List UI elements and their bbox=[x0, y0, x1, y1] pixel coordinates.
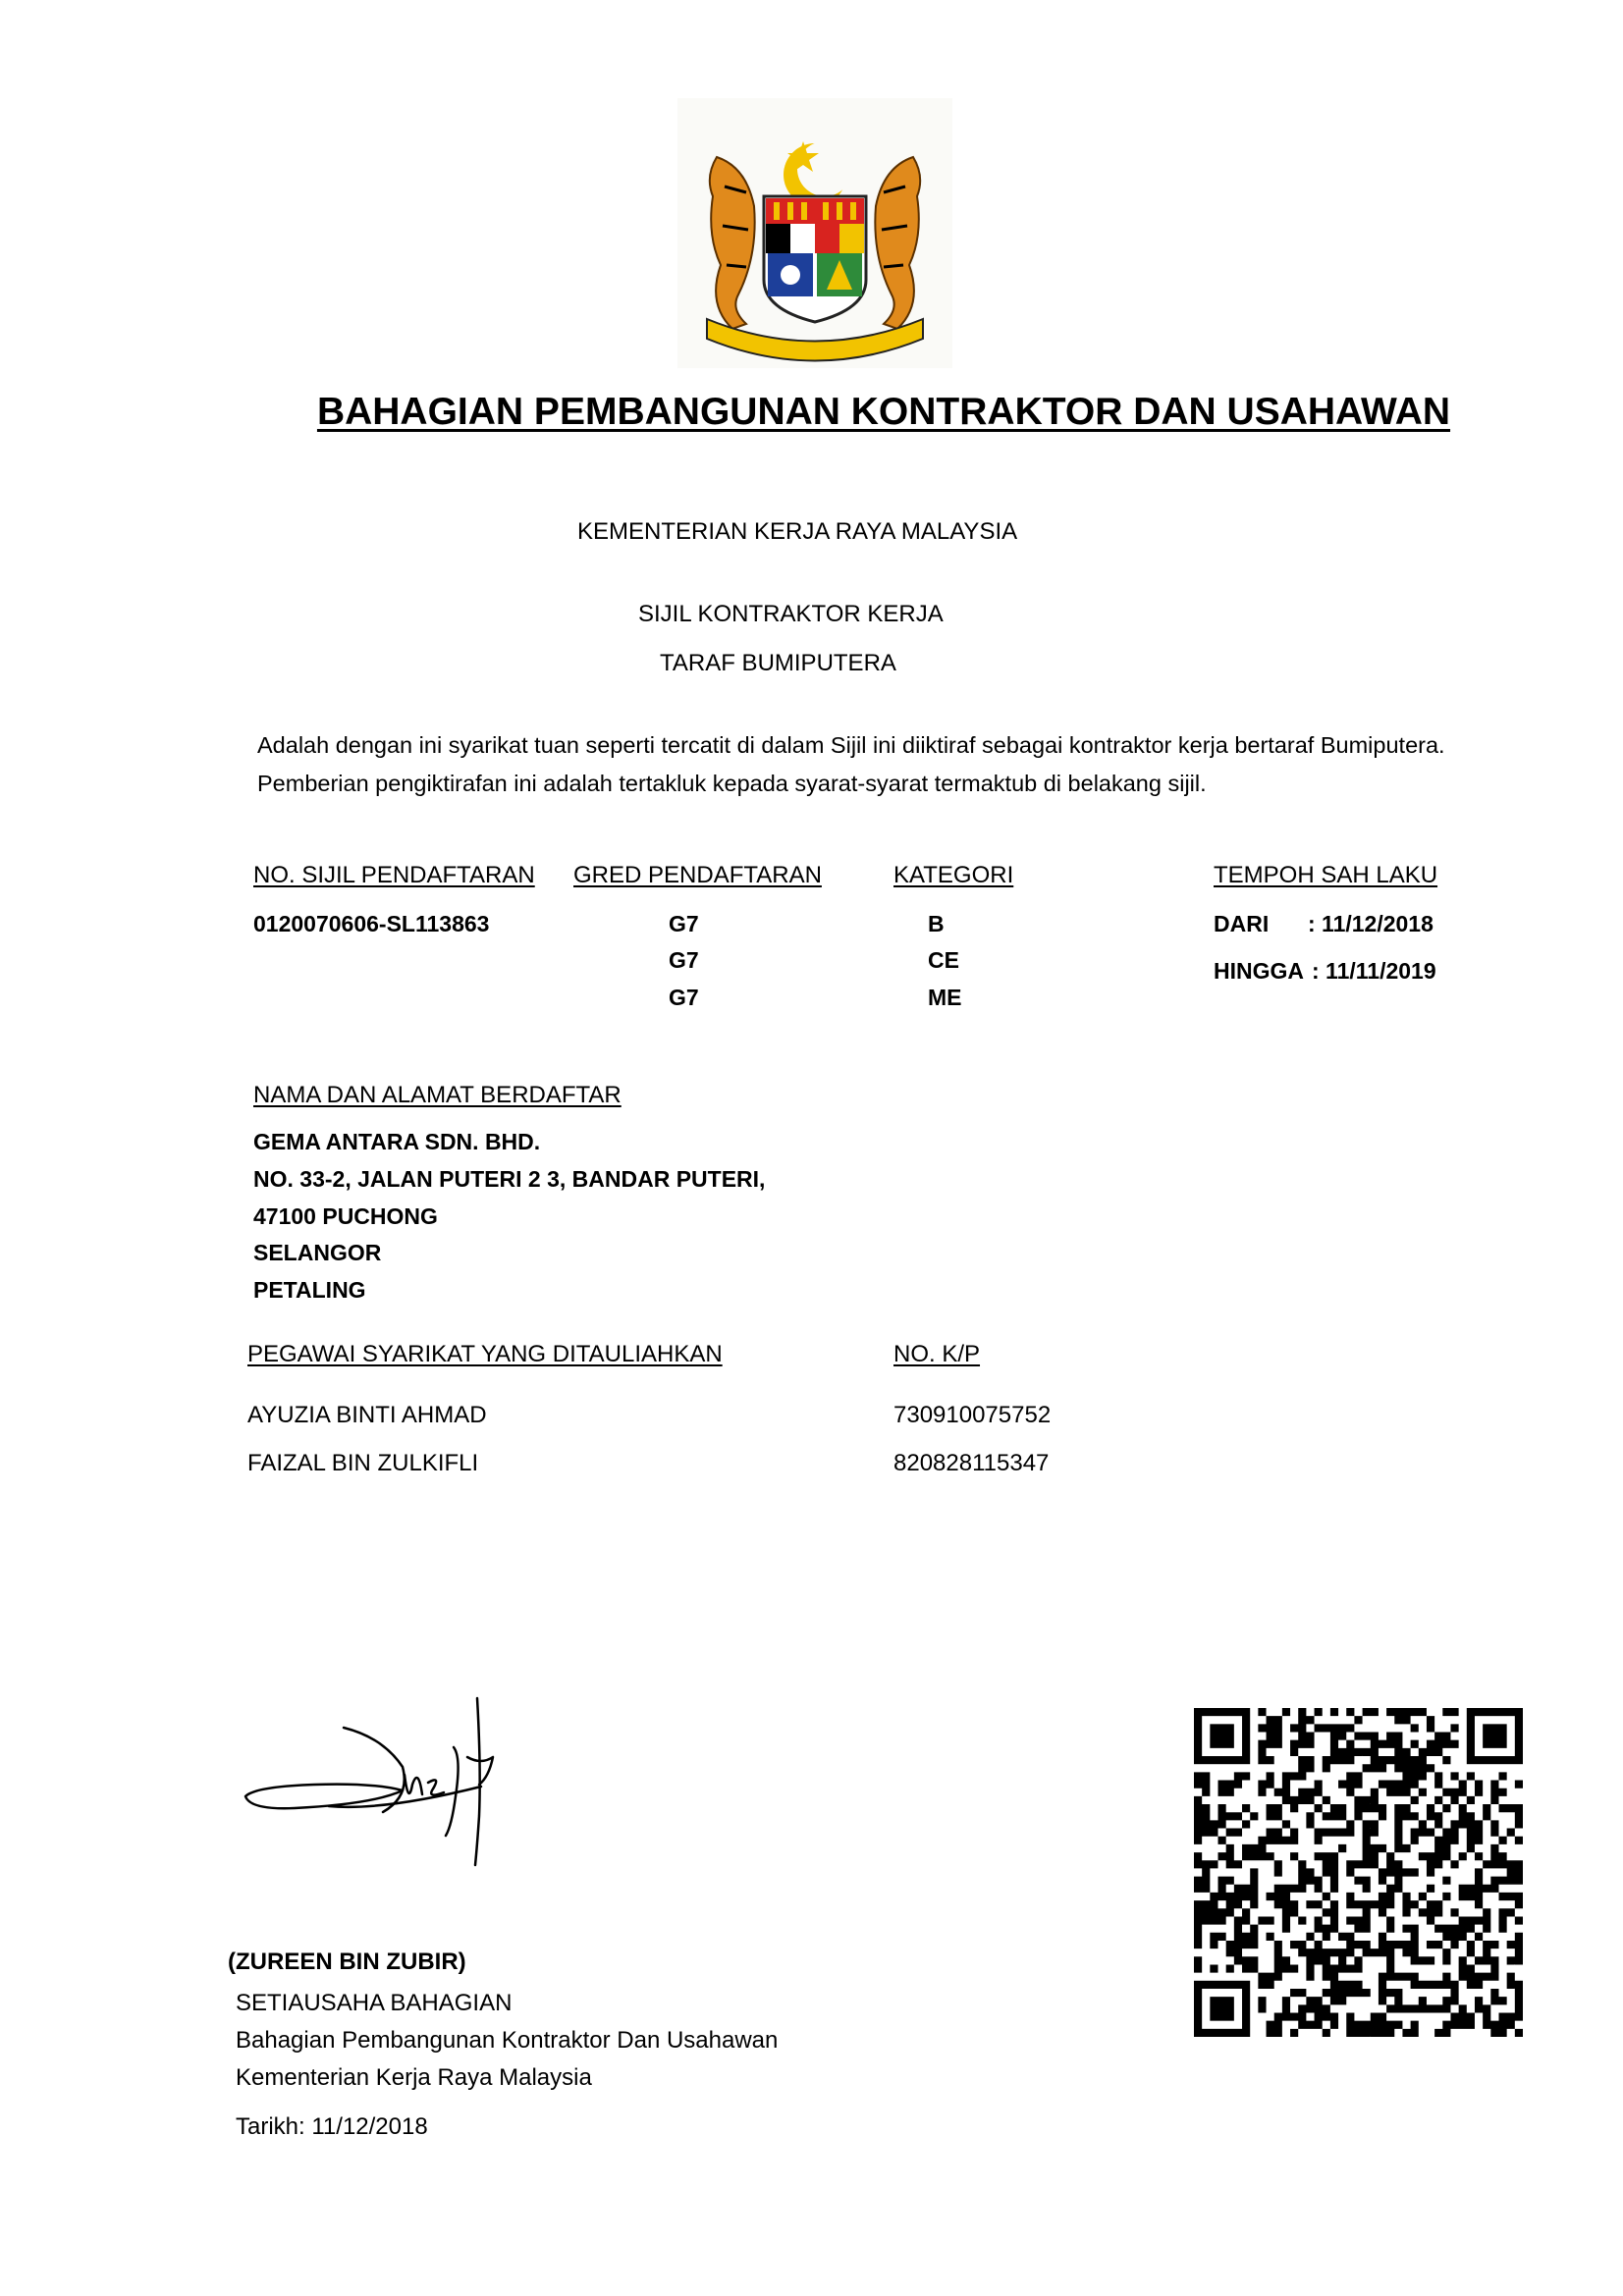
category-value: B bbox=[928, 911, 945, 936]
division-title: BAHAGIAN PEMBANGUNAN KONTRAKTOR DAN USAHAWAN bbox=[316, 391, 1451, 433]
officer-ic: 730910075752 bbox=[893, 1402, 1052, 1428]
signatory-ministry: Kementerian Kerja Raya Malaysia bbox=[236, 2064, 592, 2091]
grade-value: G7 bbox=[669, 911, 699, 936]
signatory-name: (ZUREEN BIN ZUBIR) bbox=[228, 1949, 466, 1975]
status-heading: TARAF BUMIPUTERA bbox=[660, 650, 896, 676]
company-header: NAMA DAN ALAMAT BERDAFTAR bbox=[253, 1082, 622, 1108]
officer-name: FAIZAL BIN ZULKIFLI bbox=[247, 1450, 479, 1476]
company-name: GEMA ANTARA SDN. BHD. bbox=[253, 1129, 541, 1154]
address-line: 47100 PUCHONG bbox=[253, 1203, 438, 1229]
header-validity: TEMPOH SAH LAKU bbox=[1214, 862, 1438, 888]
signatory-position: SETIAUSAHA BAHAGIAN bbox=[236, 1990, 513, 2016]
header-grade: GRED PENDAFTARAN bbox=[573, 862, 822, 888]
signatory-division: Bahagian Pembangunan Kontraktor Dan Usahawan bbox=[236, 2027, 779, 2054]
grade-value: G7 bbox=[669, 947, 699, 973]
category-value: CE bbox=[928, 947, 959, 973]
validity-from-label: DARI bbox=[1214, 911, 1270, 936]
officers-header-name: PEGAWAI SYARIKAT YANG DITAULIAHKAN bbox=[247, 1341, 723, 1367]
validity-to-value: : 11/11/2019 bbox=[1312, 958, 1436, 984]
qr-code bbox=[1194, 1708, 1523, 2037]
validity-to-label: HINGGA bbox=[1214, 958, 1304, 984]
issue-date: Tarikh: 11/12/2018 bbox=[236, 2113, 428, 2140]
cert-number: 0120070606-SL113863 bbox=[253, 911, 490, 936]
officer-name: AYUZIA BINTI AHMAD bbox=[247, 1402, 487, 1428]
officers-header-ic: NO. K/P bbox=[893, 1341, 981, 1367]
grade-value: G7 bbox=[669, 985, 699, 1010]
category-value: ME bbox=[928, 985, 962, 1010]
address-line: SELANGOR bbox=[253, 1240, 382, 1265]
validity-from-value: : 11/12/2018 bbox=[1308, 911, 1434, 936]
intro-paragraph: Adalah dengan ini syarikat tuan seperti tercatit di dalam Sijil ini diiktiraf sebagai kontraktor kerja bertaraf Bumiputera. Pemberian pengiktirafan ini adalah tertakluk kepada syarat-syarat termaktub di belakang sijil. bbox=[257, 732, 1445, 796]
header-category: KATEGORI bbox=[893, 862, 1014, 888]
coat-of-arms-emblem bbox=[677, 98, 952, 368]
handwritten-signature bbox=[236, 1688, 520, 1885]
ministry-heading: KEMENTERIAN KERJA RAYA MALAYSIA bbox=[577, 518, 1018, 545]
header-cert-no: NO. SIJIL PENDAFTARAN bbox=[253, 862, 535, 888]
address-line: NO. 33-2, JALAN PUTERI 2 3, BANDAR PUTERI, bbox=[253, 1166, 766, 1192]
officer-ic: 820828115347 bbox=[893, 1450, 1050, 1476]
address-line: PETALING bbox=[253, 1277, 366, 1303]
certificate-heading: SIJIL KONTRAKTOR KERJA bbox=[638, 601, 944, 627]
